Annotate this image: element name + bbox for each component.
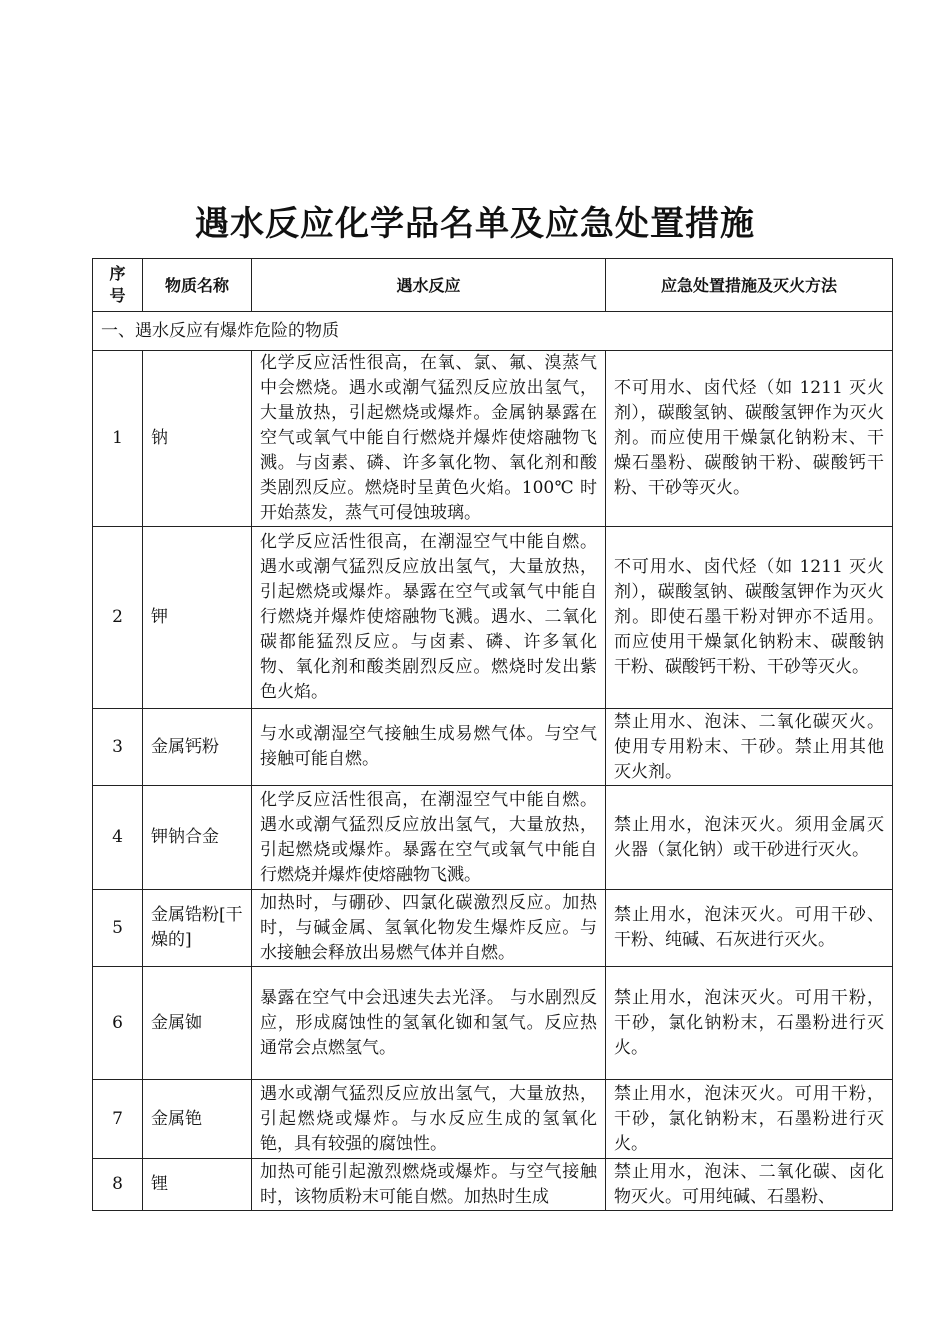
page-title: 遇水反应化学品名单及应急处置措施	[195, 204, 755, 244]
table-row	[93, 351, 893, 527]
row-reaction: 遇水或潮气猛烈反应放出氢气，大量放热，引起燃烧或爆炸。与水反应生成的氢氧化铯，具有较强的腐蚀性。	[252, 1080, 606, 1159]
row-name: 钾	[143, 527, 252, 709]
row-measures: 禁止用水、泡沫、二氧化碳灭火。使用专用粉末、干砂。禁止用其他灭火剂。	[606, 709, 893, 786]
row-measures: 不可用水、卤代烃（如 1211 灭火剂），碳酸氢钠、碳酸氢钾作为灭火剂。即使石墨干粉对钾亦不适用。而应使用干燥氯化钠粉末、碳酸钠干粉、碳酸钙干粉、干砂等灭火。	[606, 527, 893, 709]
row-no: 3	[93, 709, 143, 786]
row-name: 锂	[143, 1159, 252, 1211]
section-title: 一、遇水反应有爆炸危险的物质	[93, 312, 893, 351]
row-no: 1	[93, 351, 143, 527]
row-reaction: 化学反应活性很高，在氧、氯、氟、溴蒸气中会燃烧。遇水或潮气猛烈反应放出氢气，大量放热，引起燃烧或爆炸。金属钠暴露在空气或氧气中能自行燃烧并爆炸使熔融物飞溅。与卤素、磷、许多氧化物、氧化剂和酸类剧烈反应。燃烧时呈黄色火焰。100℃ 时开始蒸发，蒸气可侵蚀玻璃。	[252, 351, 606, 527]
table-row	[93, 1159, 893, 1211]
row-measures: 禁止用水，泡沫灭火。可用干粉，干砂，氯化钠粉末，石墨粉进行灭火。	[606, 967, 893, 1080]
row-name: 金属钙粉	[143, 709, 252, 786]
row-measures: 禁止用水，泡沫灭火。可用干粉，干砂，氯化钠粉末，石墨粉进行灭火。	[606, 1080, 893, 1159]
header-name: 物质名称	[143, 259, 252, 312]
header-row	[93, 259, 893, 312]
row-name: 金属铷	[143, 967, 252, 1080]
row-name: 金属铯	[143, 1080, 252, 1159]
table-row	[93, 1080, 893, 1159]
row-reaction: 加热时，与硼砂、四氯化碳激烈反应。加热时，与碱金属、氢氧化物发生爆炸反应。与水接触会释放出易燃气体并自燃。	[252, 890, 606, 967]
row-no: 8	[93, 1159, 143, 1211]
row-no: 5	[93, 890, 143, 967]
table-row	[93, 786, 893, 890]
header-reaction: 遇水反应	[252, 259, 606, 312]
row-no: 4	[93, 786, 143, 890]
row-reaction: 与水或潮湿空气接触生成易燃气体。与空气接触可能自燃。	[252, 709, 606, 786]
chemical-table	[92, 258, 893, 1211]
row-no: 6	[93, 967, 143, 1080]
row-reaction: 化学反应活性很高，在潮湿空气中能自燃。遇水或潮气猛烈反应放出氢气，大量放热，引起燃烧或爆炸。暴露在空气或氧气中能自行燃烧并爆炸使熔融物飞溅。遇水、二氧化碳都能猛烈反应。与卤素、磷、许多氧化物、氧化剂和酸类剧烈反应。燃烧时发出紫色火焰。	[252, 527, 606, 709]
row-reaction: 暴露在空气中会迅速失去光泽。 与水剧烈反应，形成腐蚀性的氢氧化铷和氢气。反应热通常会点燃氢气。	[252, 967, 606, 1080]
table-row	[93, 709, 893, 786]
row-no: 2	[93, 527, 143, 709]
table-row	[93, 967, 893, 1080]
row-name: 钠	[143, 351, 252, 527]
row-measures: 禁止用水，泡沫灭火。须用金属灭火器（氯化钠）或干砂进行灭火。	[606, 786, 893, 890]
header-no: 序号	[93, 259, 143, 312]
table-row	[93, 527, 893, 709]
table-row	[93, 890, 893, 967]
section-row	[93, 312, 893, 351]
row-measures: 不可用水、卤代烃（如 1211 灭火剂），碳酸氢钠、碳酸氢钾作为灭火剂。而应使用干燥氯化钠粉末、干燥石墨粉、碳酸钠干粉、碳酸钙干粉、干砂等灭火。	[606, 351, 893, 527]
header-measures: 应急处置措施及灭火方法	[606, 259, 893, 312]
row-no: 7	[93, 1080, 143, 1159]
row-reaction: 化学反应活性很高，在潮湿空气中能自燃。遇水或潮气猛烈反应放出氢气，大量放热，引起燃烧或爆炸。暴露在空气或氧气中能自行燃烧并爆炸使熔融物飞溅。	[252, 786, 606, 890]
row-name: 金属锆粉[干燥的]	[143, 890, 252, 967]
row-measures: 禁止用水，泡沫灭火。可用干砂、干粉、纯碱、石灰进行灭火。	[606, 890, 893, 967]
row-name: 钾钠合金	[143, 786, 252, 890]
row-measures: 禁止用水，泡沫、二氧化碳、卤化物灭火。可用纯碱、石墨粉、	[606, 1159, 893, 1211]
row-reaction: 加热可能引起激烈燃烧或爆炸。与空气接触时，该物质粉末可能自燃。加热时生成	[252, 1159, 606, 1211]
